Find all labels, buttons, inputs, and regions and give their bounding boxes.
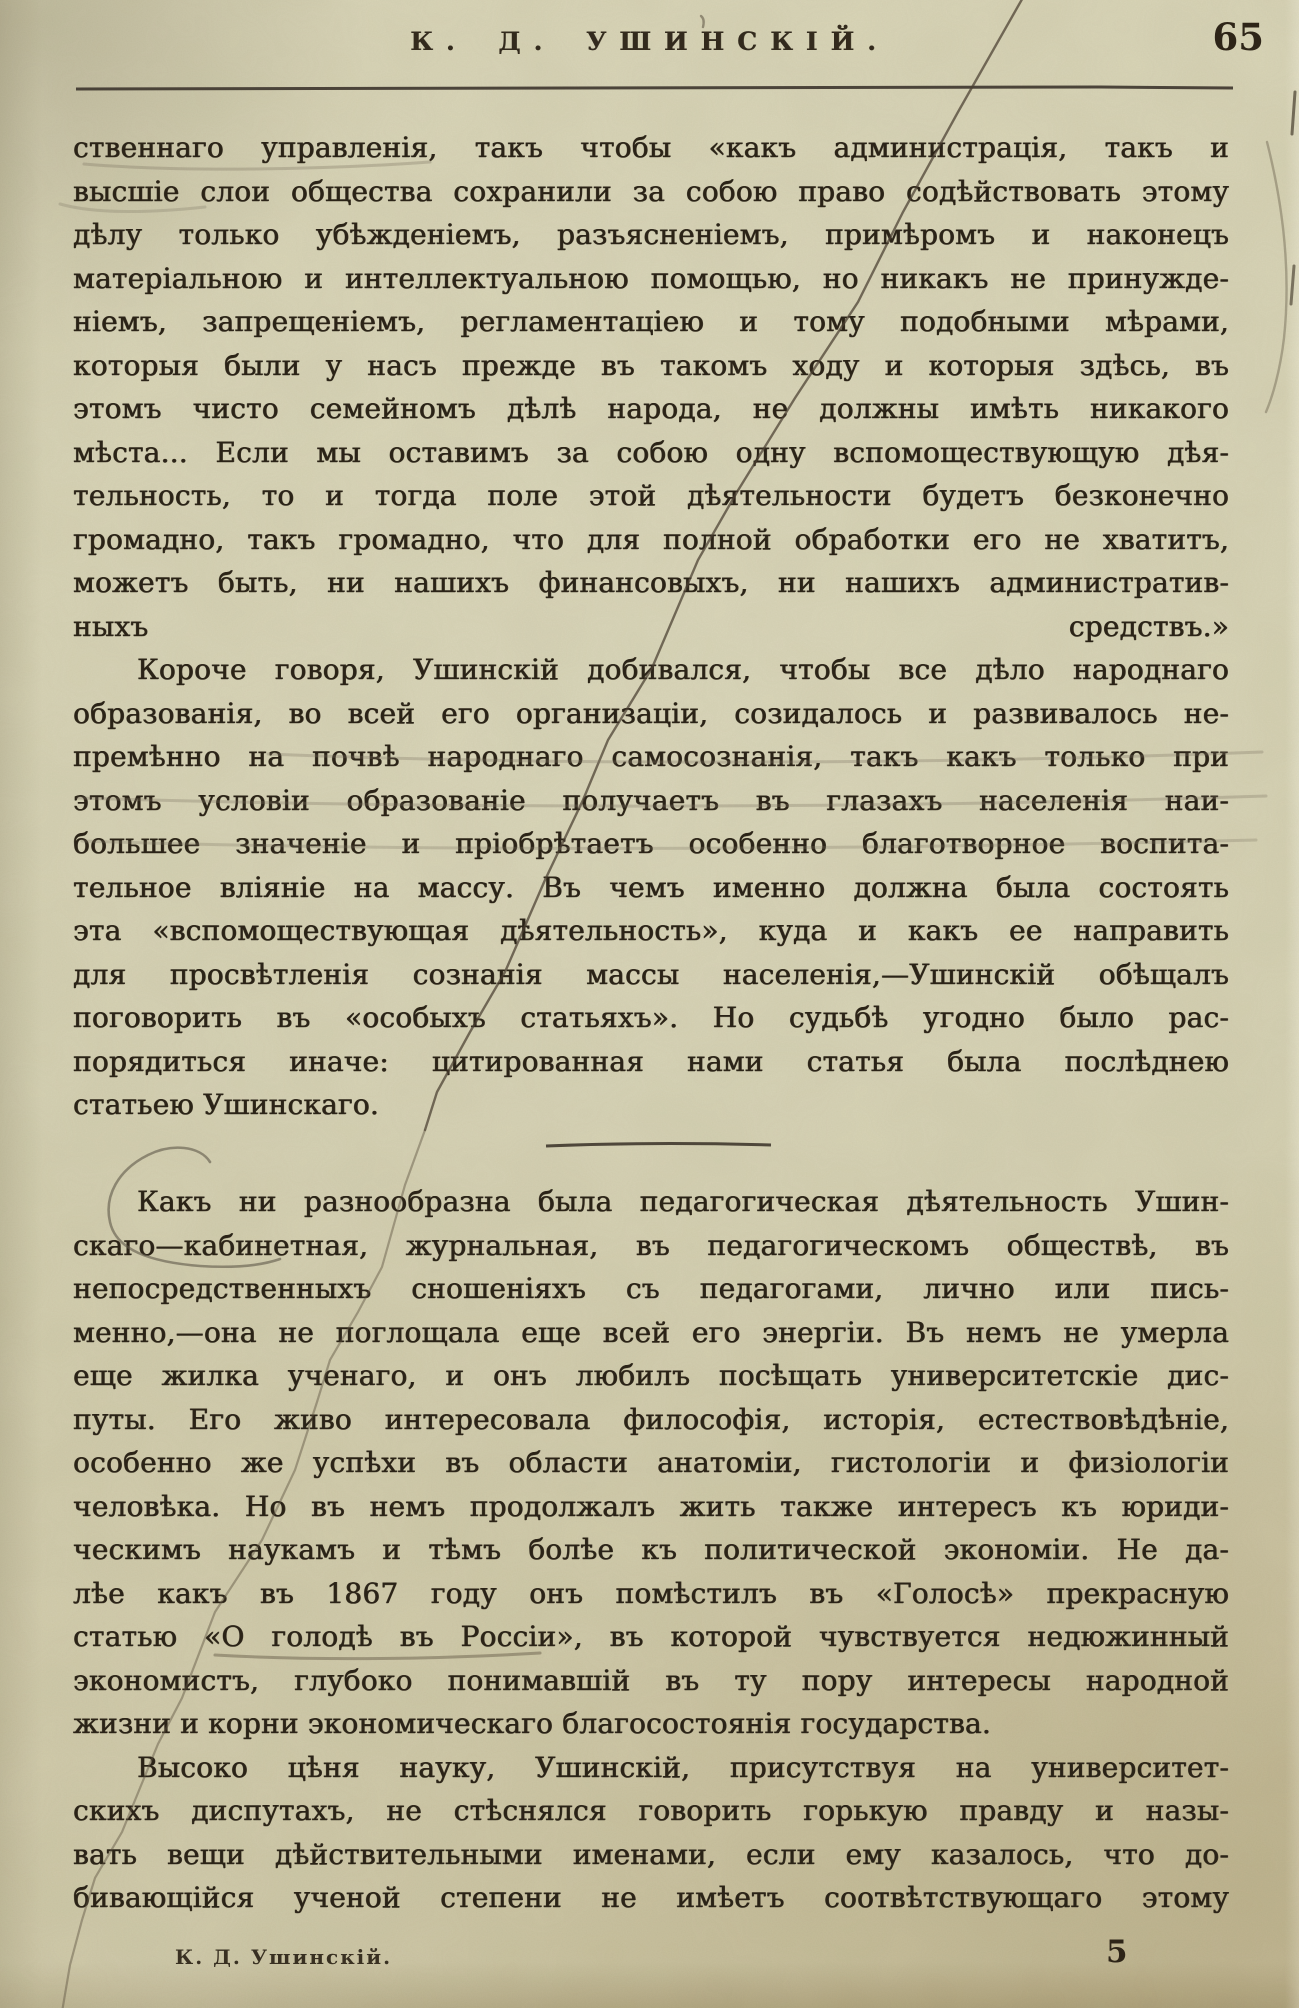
header-rule <box>76 87 1233 89</box>
text-line: менно,—она не поглощала еще всей его энергіи. Въ немъ не умерла <box>73 1315 1229 1349</box>
body-section-1 <box>73 126 1229 1127</box>
running-title: К. Д. УШИНСКІЙ. <box>410 27 889 56</box>
footer-sheet-number: 5 <box>1106 1934 1128 1970</box>
text-line: этомъ условіи образованіе получаетъ въ глазахъ населенія наи- <box>73 783 1229 817</box>
text-line: Короче говоря, Ушинскій добивался, чтобы все дѣло народнаго <box>137 653 1229 686</box>
text-line: порядиться иначе: цитированная нами статья была послѣднею <box>73 1044 1229 1078</box>
text-line: жизни и корни экономическаго благосостоянія государства. <box>73 1707 991 1740</box>
text-line: скихъ диспутахъ, не стѣснялся говорить горькую правду и назы- <box>73 1794 1229 1827</box>
text-line: ственнаго управленія, такъ чтобы «какъ администрація, такъ и <box>73 131 1229 164</box>
text-line: которыя были у насъ прежде въ такомъ ходу и которыя здѣсь, въ <box>73 348 1229 382</box>
text-line: Какъ ни разнообразна была педагогическая дѣятельность Ушин- <box>137 1185 1229 1218</box>
text-line: ныхъ средствъ.» <box>73 609 1229 643</box>
edge-ink-tick <box>1291 266 1294 304</box>
text-line: можетъ быть, ни нашихъ финансовыхъ, ни нашихъ административ- <box>73 566 1229 599</box>
text-line: тельное вліяніе на массу. Въ чемъ именно должна была состоять <box>73 870 1229 904</box>
text-line: еще жилка ученаго, и онъ любилъ посѣщать университетскіе дис- <box>73 1359 1229 1392</box>
text-line: статью «О голодѣ въ Россіи», въ которой чувствуется недюжинный <box>73 1620 1229 1653</box>
text-line: человѣка. Но въ немъ продолжалъ жить также интересъ къ юриди- <box>73 1489 1229 1523</box>
text-line: особенно же успѣхи въ области анатоміи, гистологіи и физіологіи <box>73 1446 1229 1479</box>
text-line: образованія, во всей его организаціи, созидалось и развивалось не- <box>73 696 1229 730</box>
text-line: непосредственныхъ сношеніяхъ съ педагогами, лично или пись- <box>73 1272 1229 1305</box>
text-line: высшіе слои общества сохранили за собою право содѣйствовать этому <box>73 174 1229 208</box>
text-line: дѣлу только убѣжденіемъ, разъясненіемъ, примѣромъ и наконецъ <box>73 218 1229 251</box>
text-line: мѣста... Если мы оставимъ за собою одну вспомоществующую дѣя- <box>73 435 1229 469</box>
text-line: громадно, такъ громадно, что для полной обработки его не хватитъ, <box>73 522 1229 556</box>
page-number: 65 <box>1212 15 1264 59</box>
pencil-curve-right-margin <box>1266 142 1287 412</box>
edge-ink-tick <box>1292 92 1295 134</box>
text-line: большее значеніе и пріобрѣтаетъ особенно благотворное воспита- <box>73 827 1229 860</box>
text-line: бивающійся ученой степени не имѣетъ соотвѣтствующаго этому <box>73 1881 1229 1914</box>
text-line: Высоко цѣня науку, Ушинскій, присутствуя на университет- <box>137 1750 1229 1784</box>
text-line: премѣнно на почвѣ народнаго самосознанія, такъ какъ только при <box>73 740 1229 773</box>
text-line: ніемъ, запрещеніемъ, регламентаціею и тому подобными мѣрами, <box>73 305 1229 338</box>
text-line: скаго—кабинетная, журнальная, въ педагогическомъ обществѣ, въ <box>73 1228 1229 1262</box>
text-line: ческимъ наукамъ и тѣмъ болѣе къ политической экономіи. Не да- <box>73 1533 1229 1566</box>
text-line: этомъ чисто семейномъ дѣлѣ народа, не должны имѣть никакого <box>73 392 1229 425</box>
text-line: тельность, то и тогда поле этой дѣятельности будетъ безконечно <box>73 479 1229 512</box>
text-line: лѣе какъ въ 1867 году онъ помѣстилъ въ «Голосѣ» прекрасную <box>73 1576 1229 1610</box>
text-line: для просвѣтленія сознанія массы населенія,—Ушинскій обѣщалъ <box>73 957 1229 991</box>
body-section-2 <box>73 1180 1229 1920</box>
stray-ink-mark <box>701 16 704 27</box>
text-line: экономистъ, глубоко понимавшій въ ту пору интересы народной <box>73 1663 1229 1697</box>
text-line: поговорить въ «особыхъ статьяхъ». Но судьбѣ угодно было рас- <box>73 1001 1229 1034</box>
text-line: эта «вспомоществующая дѣятельность», куда и какъ ее направить <box>73 914 1229 947</box>
text-line: матеріальною и интеллектуальною помощью, но никакъ не принужде- <box>73 261 1229 295</box>
text-line: статьею Ушинскаго. <box>73 1088 379 1121</box>
text-line: вать вещи дѣйствительными именами, если ему казалось, что до- <box>73 1837 1229 1871</box>
section-divider-rule <box>546 1144 771 1146</box>
text-line: путы. Его живо интересовала философія, исторія, естествовѣдѣніе, <box>73 1402 1229 1436</box>
footer-book-signature: К. Д. Ушинскій. <box>175 1945 393 1969</box>
